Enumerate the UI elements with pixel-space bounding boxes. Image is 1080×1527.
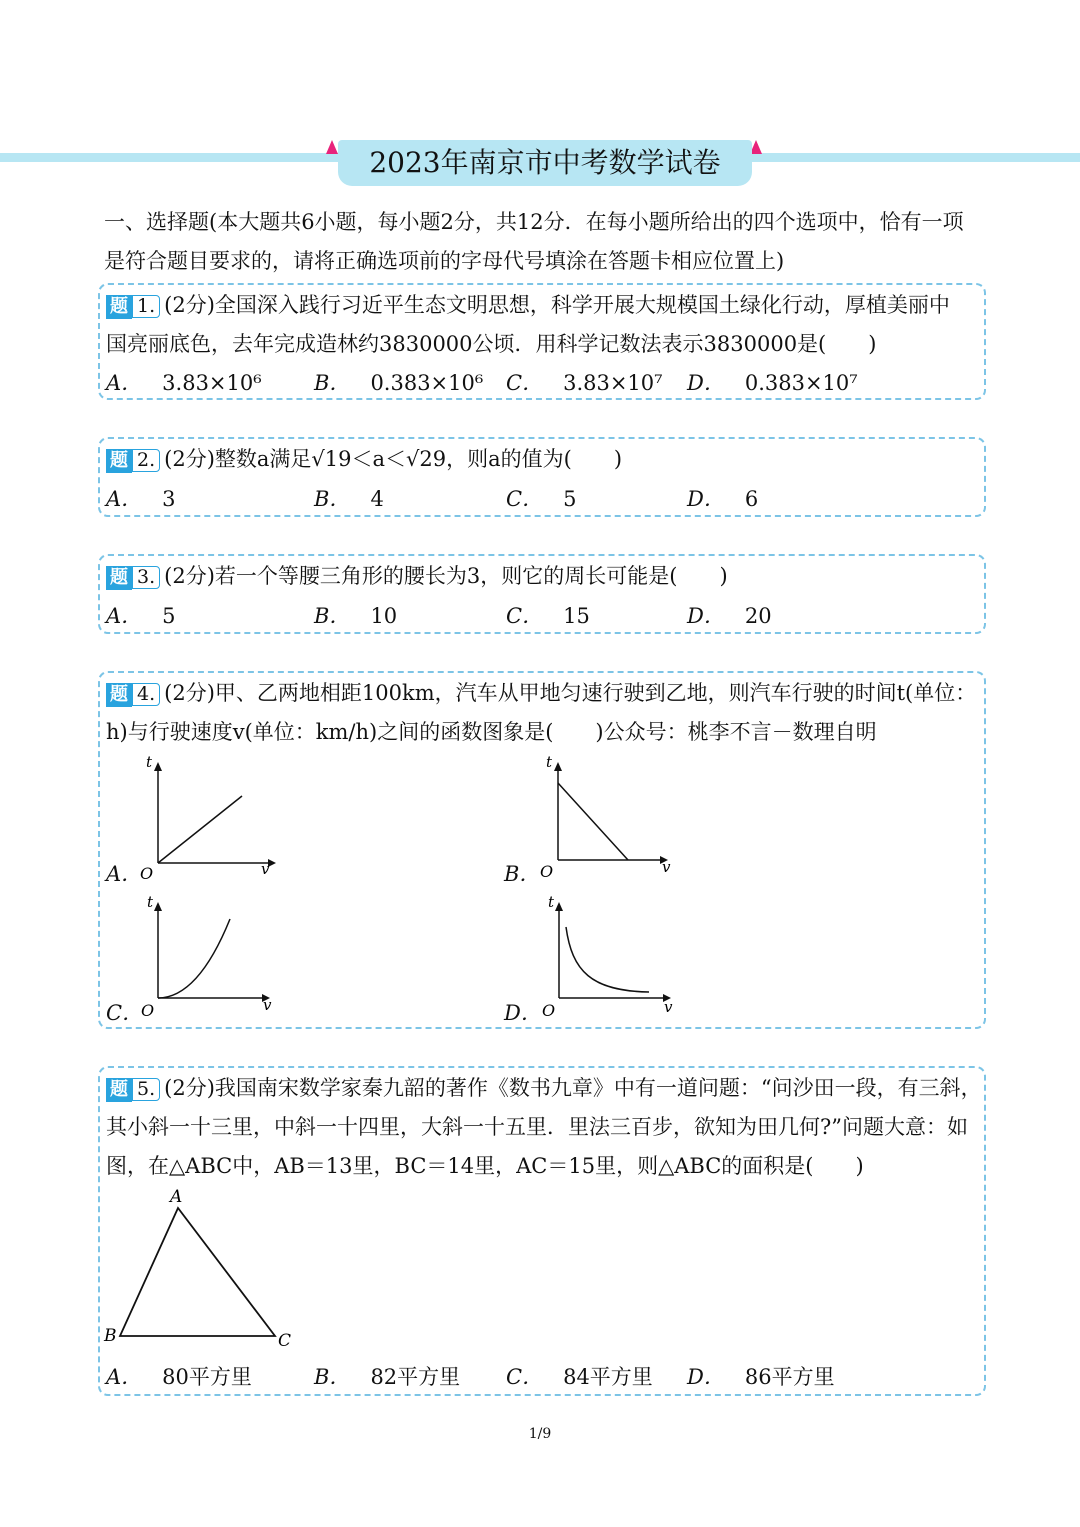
option-c[interactable]: C． 15 xyxy=(506,604,590,628)
option-c[interactable]: C． 5 xyxy=(506,487,577,511)
graph-a-linear xyxy=(136,753,286,883)
option-a[interactable]: A． 5 xyxy=(106,604,176,628)
option-b[interactable]: B． xyxy=(504,862,541,886)
option-c[interactable]: C． 84平方里 xyxy=(506,1365,653,1389)
option-b[interactable]: B． 10 xyxy=(314,604,398,628)
axis-t-label: t xyxy=(548,893,555,911)
question-3[interactable] xyxy=(98,554,986,634)
option-b[interactable]: B． 82平方里 xyxy=(314,1365,461,1389)
question-tag: 题 xyxy=(106,449,132,473)
axis-v-label: v xyxy=(662,858,671,876)
vertex-a-label: A xyxy=(170,1187,183,1207)
question-text: 其小斜一十三里，中斜一十四里，大斜一十五里．里法三百步，欲知为田几何?”问题大意：如 xyxy=(106,1115,968,1139)
question-tag: 题 xyxy=(106,1078,132,1102)
question-text: (2分)甲、乙两地相距100km，汽车从甲地匀速行驶到乙地，则汽车行驶的时间t(单位： xyxy=(164,681,977,705)
question-tag: 题 xyxy=(106,295,132,319)
graph-d-hyperbola xyxy=(539,893,689,1023)
axis-v-label: v xyxy=(261,860,270,878)
question-2[interactable] xyxy=(98,437,986,517)
option-a[interactable]: A． 80平方里 xyxy=(106,1365,252,1389)
question-text: h)与行驶速度v(单位：km/h)之间的函数图象是( )公众号：桃李不言－数理自明 xyxy=(106,720,877,744)
question-text: 图，在△ABC中，AB＝13里，BC＝14里，AC＝15里，则△ABC的面积是( ) xyxy=(106,1154,864,1178)
vertex-c-label: C xyxy=(278,1331,292,1351)
page-number: 1/9 xyxy=(528,1426,552,1442)
option-c[interactable]: C． 3.83×10⁷ xyxy=(506,371,663,395)
option-d[interactable]: D． xyxy=(504,1001,542,1025)
origin-label: O xyxy=(140,864,154,883)
option-b[interactable]: B． 0.383×10⁶ xyxy=(314,371,484,395)
section-intro-line-2: 是符合题目要求的，请将正确选项前的字母代号填涂在答题卡相应位置上) xyxy=(104,249,785,273)
page-title: 2023年南京市中考数学试卷 xyxy=(338,140,752,186)
question-number: 3. xyxy=(132,566,160,589)
graph-b-decreasing-line xyxy=(536,753,686,883)
origin-label: O xyxy=(540,862,554,881)
origin-label: O xyxy=(141,1001,155,1020)
axis-t-label: t xyxy=(146,753,153,771)
question-tag: 题 xyxy=(106,566,132,590)
question-number: 1. xyxy=(132,295,160,318)
axis-t-label: t xyxy=(147,893,154,911)
question-1[interactable] xyxy=(98,283,986,400)
triangle-abc-figure xyxy=(100,1186,300,1351)
graph-c-parabola xyxy=(138,893,288,1023)
question-number: 2. xyxy=(132,449,160,472)
question-number: 4. xyxy=(132,683,160,706)
option-c[interactable]: C． xyxy=(106,1001,144,1025)
axis-v-label: v xyxy=(263,996,272,1014)
question-text: (2分)我国南宋数学家秦九韶的著作《数书九章》中有一道问题：“问沙田一段，有三斜， xyxy=(164,1076,982,1100)
option-b[interactable]: B． 4 xyxy=(314,487,384,511)
section-intro-line-1: 一、选择题(本大题共6小题，每小题2分，共12分．在每小题所给出的四个选项中，恰有一项 xyxy=(104,210,964,234)
option-a[interactable]: A． 3 xyxy=(106,487,176,511)
question-text: 国亮丽底色，去年完成造林约3830000公顷．用科学记数法表示3830000是( ) xyxy=(106,332,877,356)
option-d[interactable]: D． 0.383×10⁷ xyxy=(687,371,858,395)
option-d[interactable]: D． 86平方里 xyxy=(687,1365,835,1389)
option-d[interactable]: D． 20 xyxy=(687,604,772,628)
banner-left-triangle xyxy=(326,140,338,154)
question-tag: 题 xyxy=(106,683,132,707)
origin-label: O xyxy=(542,1001,556,1020)
option-d[interactable]: D． 6 xyxy=(687,487,759,511)
axis-t-label: t xyxy=(546,753,553,771)
question-number: 5. xyxy=(132,1078,160,1101)
option-a[interactable]: A． 3.83×10⁶ xyxy=(106,371,262,395)
axis-v-label: v xyxy=(664,998,673,1016)
question-text: (2分)若一个等腰三角形的腰长为3，则它的周长可能是( ) xyxy=(164,564,728,588)
question-text: (2分)全国深入践行习近平生态文明思想，科学开展大规模国土绿化行动，厚植美丽中 xyxy=(164,293,950,317)
vertex-b-label: B xyxy=(104,1326,117,1346)
question-text: (2分)整数a满足√19＜a＜√29，则a的值为( ) xyxy=(164,447,623,471)
option-a[interactable]: A． xyxy=(106,862,143,886)
